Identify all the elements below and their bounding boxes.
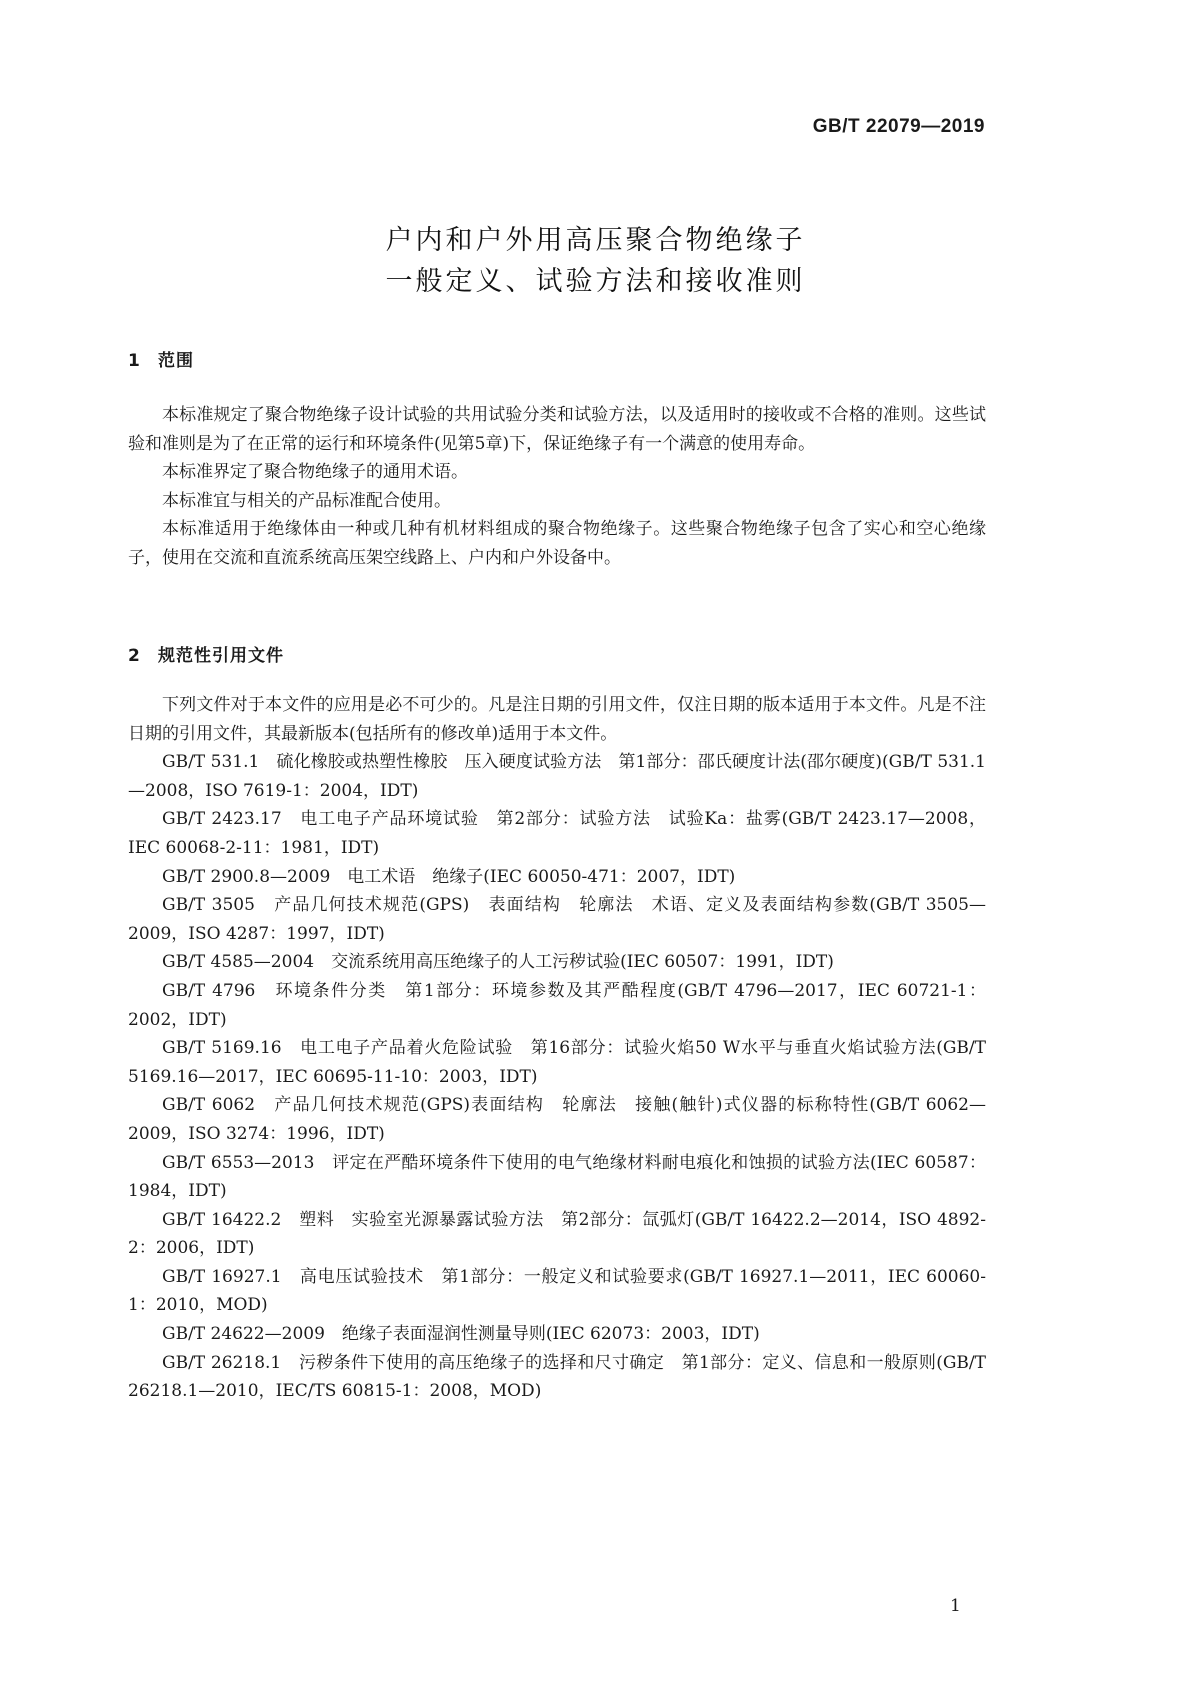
reference-entry: GB/T 24622—2009 绝缘子表面湿润性测量导则(IEC 62073：2003，IDT) — [162, 1324, 760, 1345]
reference-entry: GB/T 16927.1 高电压试验技术 第1部分：一般定义和试验要求(GB/T 16927.1—2011，IEC 60060-1：2010，MOD) — [128, 1266, 986, 1316]
reference-entry: GB/T 3505 产品几何技术规范(GPS) 表面结构 轮廓法 术语、定义及表面结构参数(GB/T 3505—2009，ISO 4287：1997，IDT) — [128, 895, 986, 944]
section-title: 范围 — [158, 351, 194, 371]
reference-entry: GB/T 4585—2004 交流系统用高压绝缘子的人工污秽试验(IEC 60507：1991，IDT) — [162, 952, 834, 973]
section-body-scope — [128, 401, 986, 573]
standard-code: GB/T 22079—2019 — [812, 116, 985, 137]
reference-entry: GB/T 2423.17 电工电子产品环境试验 第2部分：试验方法 试验Ka：盐雾(GB/T 2423.17—2008，IEC 60068-2-11：1981，IDT) — [128, 809, 986, 858]
reference-entry: GB/T 26218.1 污秽条件下使用的高压绝缘子的选择和尺寸确定 第1部分：定义、信息和一般原则(GB/T 26218.1—2010，IEC/TS 60815-1：2008，MOD) — [128, 1352, 986, 1402]
section-number: 2 — [128, 646, 141, 666]
reference-entry: GB/T 6062 产品几何技术规范(GPS)表面结构 轮廓法 接触(触针)式仪器的标称特性(GB/T 6062—2009，ISO 3274：1996，IDT) — [128, 1095, 986, 1144]
section-heading-scope — [128, 346, 194, 371]
paragraph: 本标准界定了聚合物绝缘子的通用术语。 — [162, 462, 468, 483]
reference-entry: GB/T 531.1 硫化橡胶或热塑性橡胶 压入硬度试验方法 第1部分：邵氏硬度计法(邵尔硬度)(GB/T 531.1—2008，ISO 7619-1：2004，IDT) — [128, 752, 986, 801]
paragraph: 本标准适用于绝缘体由一种或几种有机材料组成的聚合物绝缘子。这些聚合物绝缘子包含了实心和空心绝缘子，使用在交流和直流系统高压架空线路上、户内和户外设备中。 — [128, 519, 986, 568]
paragraph: 下列文件对于本文件的应用是必不可少的。凡是注日期的引用文件，仅注日期的版本适用于本文件。凡是不注日期的引用文件，其最新版本(包括所有的修改单)适用于本文件。 — [128, 695, 986, 744]
page-number: 1 — [950, 1596, 961, 1616]
reference-entry: GB/T 16422.2 塑料 实验室光源暴露试验方法 第2部分：氙弧灯(GB/T 16422.2—2014，ISO 4892-2：2006，IDT) — [128, 1209, 986, 1259]
reference-entry: GB/T 4796 环境条件分类 第1部分：环境参数及其严酷程度(GB/T 4796—2017，IEC 60721-1：2002，IDT) — [128, 980, 986, 1030]
document-title-line-1: 户内和户外用高压聚合物绝缘子 — [385, 225, 806, 256]
section-title: 规范性引用文件 — [158, 646, 284, 666]
section-number: 1 — [128, 351, 141, 371]
document-title-line-2: 一般定义、试验方法和接收准则 — [385, 266, 806, 297]
section-heading-normative-references — [128, 641, 284, 666]
section-body-normative-references — [128, 691, 986, 1406]
paragraph: 本标准宜与相关的产品标准配合使用。 — [162, 490, 451, 511]
reference-entry: GB/T 2900.8—2009 电工术语 绝缘子(IEC 60050-471：2007，IDT) — [162, 866, 736, 887]
paragraph: 本标准规定了聚合物绝缘子设计试验的共用试验分类和试验方法，以及适用时的接收或不合格的准则。这些试验和准则是为了在正常的运行和环境条件(见第5章)下，保证绝缘子有一个满意的使用寿命。 — [128, 405, 986, 454]
reference-entry: GB/T 6553—2013 评定在严酷环境条件下使用的电气绝缘材料耐电痕化和蚀损的试验方法(IEC 60587：1984，IDT) — [128, 1152, 986, 1202]
reference-entry: GB/T 5169.16 电工电子产品着火危险试验 第16部分：试验火焰50 W水平与垂直火焰试验方法(GB/T 5169.16—2017，IEC 60695-11-10：2003，IDT) — [128, 1038, 986, 1087]
